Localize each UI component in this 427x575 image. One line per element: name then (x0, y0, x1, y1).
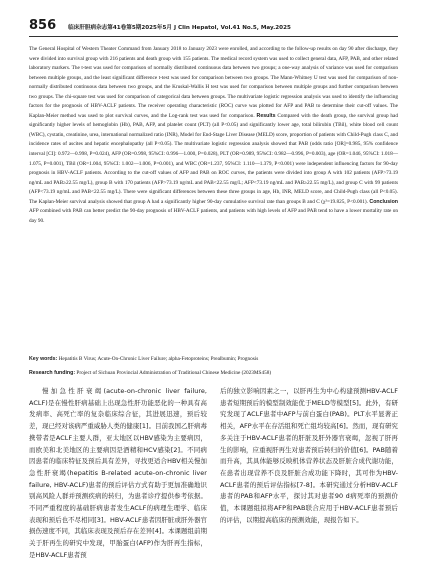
keywords-text: Hepatitis B Virus; Acute-On-Chronic Liver Failure; alpha-Fetoproteins; Prealbumin; Prognosis (58, 356, 259, 362)
keywords-label: Key words: (29, 356, 58, 362)
abstract-methods: The General Hospital of Western Theater Command from January 2018 to January 2023 were enrolled, and according to the follow-up results on day 90 after discharge, they were divided into survival group with 216 patients and death group with 155 patients. The medical record system was used to collect general data, AFP, PAB, and other related laboratory markers. The t-test was used for comparison of normally distributed continuous data between two groups; a one-way analysis of variance was used for comparison between multiple groups, and the least significant difference t-test was used for comparison between two groups. The Mann-Whitney U test was used for comparison of non-normally distributed continuous data between two groups, and the Kruskal-Wallis H test was used for comparison between multiple groups and further comparison between two groups. The chi-square test was used for comparison of categorical data between groups. The multivariate logistic regression analysis was used to identify the influencing factors for the prognosis of HBV-ACLF patients. The receiver operating characteristic (ROC) curve was plotted for AFP and PAB to determine their cut-off values. The Kaplan-Meier method was used to plot survival curves, and the Log-rank test was used for comparison. (29, 46, 398, 119)
body-paragraph-continued: 后的独立影响因素之一，以肝再生为中心构建预测HBV-ACLF患者短期预后的模型制效能优于MELD等模型[5]。此外，有研究发现了ACLF患者中AFP与前白蛋白(PAB)。PLT水平显著正相关，AFP水平在存活组和死亡组均较高[6]。然而，现有研究多关注于HBV-ACLF患者的肝脏及肝外器官衰竭，忽视了肝再生的影响，应重视肝再生对患者预后转归的价值[6]。PAB随着而升高，其具体能够反映机体营养状态及肝脏合成代谢功能，在患者出现营养不良及肝脏合成功能下降时，其可作为HBV-ACLF患者的预后评估指标[7-8]。本研究通过分析HBV-ACLF患者的PAB和AFP水平，探讨其对患者90 d病死率的预测价值，本课题组拟将AFP和PAB联合应用于HBV-ACLF患者预后的评估，以期提高临床的预测效能，现报告如下。 (220, 387, 398, 524)
running-header (29, 16, 398, 37)
english-abstract (29, 45, 398, 226)
body-paragraph-intro: 慢加急性肝衰竭(acute-on-chronic liver failure, ACLF)是在慢性肝病基础上出现急性肝功能恶化的一种具有高发病率、高死亡率的复杂临床综合征，其进展迅速，预后较差，现已经对该病严重威胁人类的健康[1]。目前我国乙肝病毒携带者是ACLF主要人群，亚太地区以HBV感染为主要病因，而欧美和北美地区的主要病因是酒精和HCV感染[2]。不同病因患者的临床特征及预后具有差异，寻找更适合HBV相关慢加急性肝衰竭(hepatitis B-related acute-on-chronic liver failure, HBV-ACLF)患者的预后评估方式有助于更加准确地识别高风险人群并预测疾病的转归，为患者诊疗提供参考依据。不同严重程度的基础肝病患者发生ACLF的病理生理学、临床表现和预后也不尽相同[3]。HBV-ACLF患者因肝脏或肝外器官损伤速度不同，其临床表现及预后存在差异[4]。本课题组前期关于肝再生的研究中发现，甲胎蛋白(AFP)作为肝再生指标，是HBV-ACLF患者预 (29, 387, 207, 559)
body-column-left (29, 386, 207, 562)
research-funding (29, 369, 398, 379)
abstract-conclusion: AFP combined with PAB can better predict the 90-day prognosis of HBV-ACLF patients, and patients with high levels of AFP and PAB tend to have a lower mortality rate on day 90. (29, 208, 398, 224)
funding-text: Project of Sichuan Provincial Administration of Traditional Chinese Medicine (2023MS458) (76, 370, 272, 376)
page-number: 856 (29, 18, 57, 33)
keywords (29, 355, 398, 365)
results-label: Results (256, 112, 276, 119)
journal-citation: 临床肝胆病杂志第41卷第5期2025年5月 J Clin Hepatol, Vol.41 No.5, May.2025 (68, 25, 291, 31)
body-column-right (220, 386, 398, 526)
funding-label: Research funding: (29, 370, 76, 376)
abstract-results: Compared with the death group, the survival group had significantly higher levels of hemoglobin (Hb), PAB, AFP, and platelet count (PLT) (all P<0.05) and significantly lower age, total bilirubin (TBil), white blood cell count (WBC), cystatin, creatinine, urea, international normalized ratio (INR), Model for End-Stage Liver Disease (MELD) score, proportion of patients with Child-Pugh class C, and incidence rates of ascites and hepatic encephalopathy (all P<0.05). The multivariate logistic regression analysis showed that PAB (odds ratio [OR]=0.985, 95% confidence interval [CI]: 0.972—0.998, P=0.024), AFP (OR=0.998, 95%CI: 0.996—1.000, P=0.028), PLT (OR=0.989, 95%CI: 0.982—0.996, P=0.003), age (OR=1.046, 95%CI: 1.018—1.075, P=0.001), TBil (OR=1.004, 95%CI: 1.002—1.006, P=0.001), and WBC (OR=1.237, 95%CI: 1.110—1.379, P<0.001) were independent influencing factors for 90-day prognosis in HBV-ACLF patients. According to the cut-off values of AFP and PAB on ROC curves, the patients were divided into group A with 102 patients (AFP>73.19 ng/mL and PAB≥22.55 mg/L), group B with 170 patients (AFP>73.19 ng/mL and PAB<22.55 mg/L; AFP<73.19 ng/mL and PAB≥22.55 mg/L), and group C with 99 patients (AFP<73.19 ng/mL and PAB<22.55 mg/L). There were significant differences between these three groups in age, Hb, INR, MELD score, and Child-Pugh class (all P<0.05). The Kaplan-Meier survival analysis showed that group A had a significantly higher 90-day cumulative survival rate than groups B and C (χ²=19.825, P<0.001). (29, 112, 399, 205)
conclusion-label: Conclusion (369, 198, 399, 205)
